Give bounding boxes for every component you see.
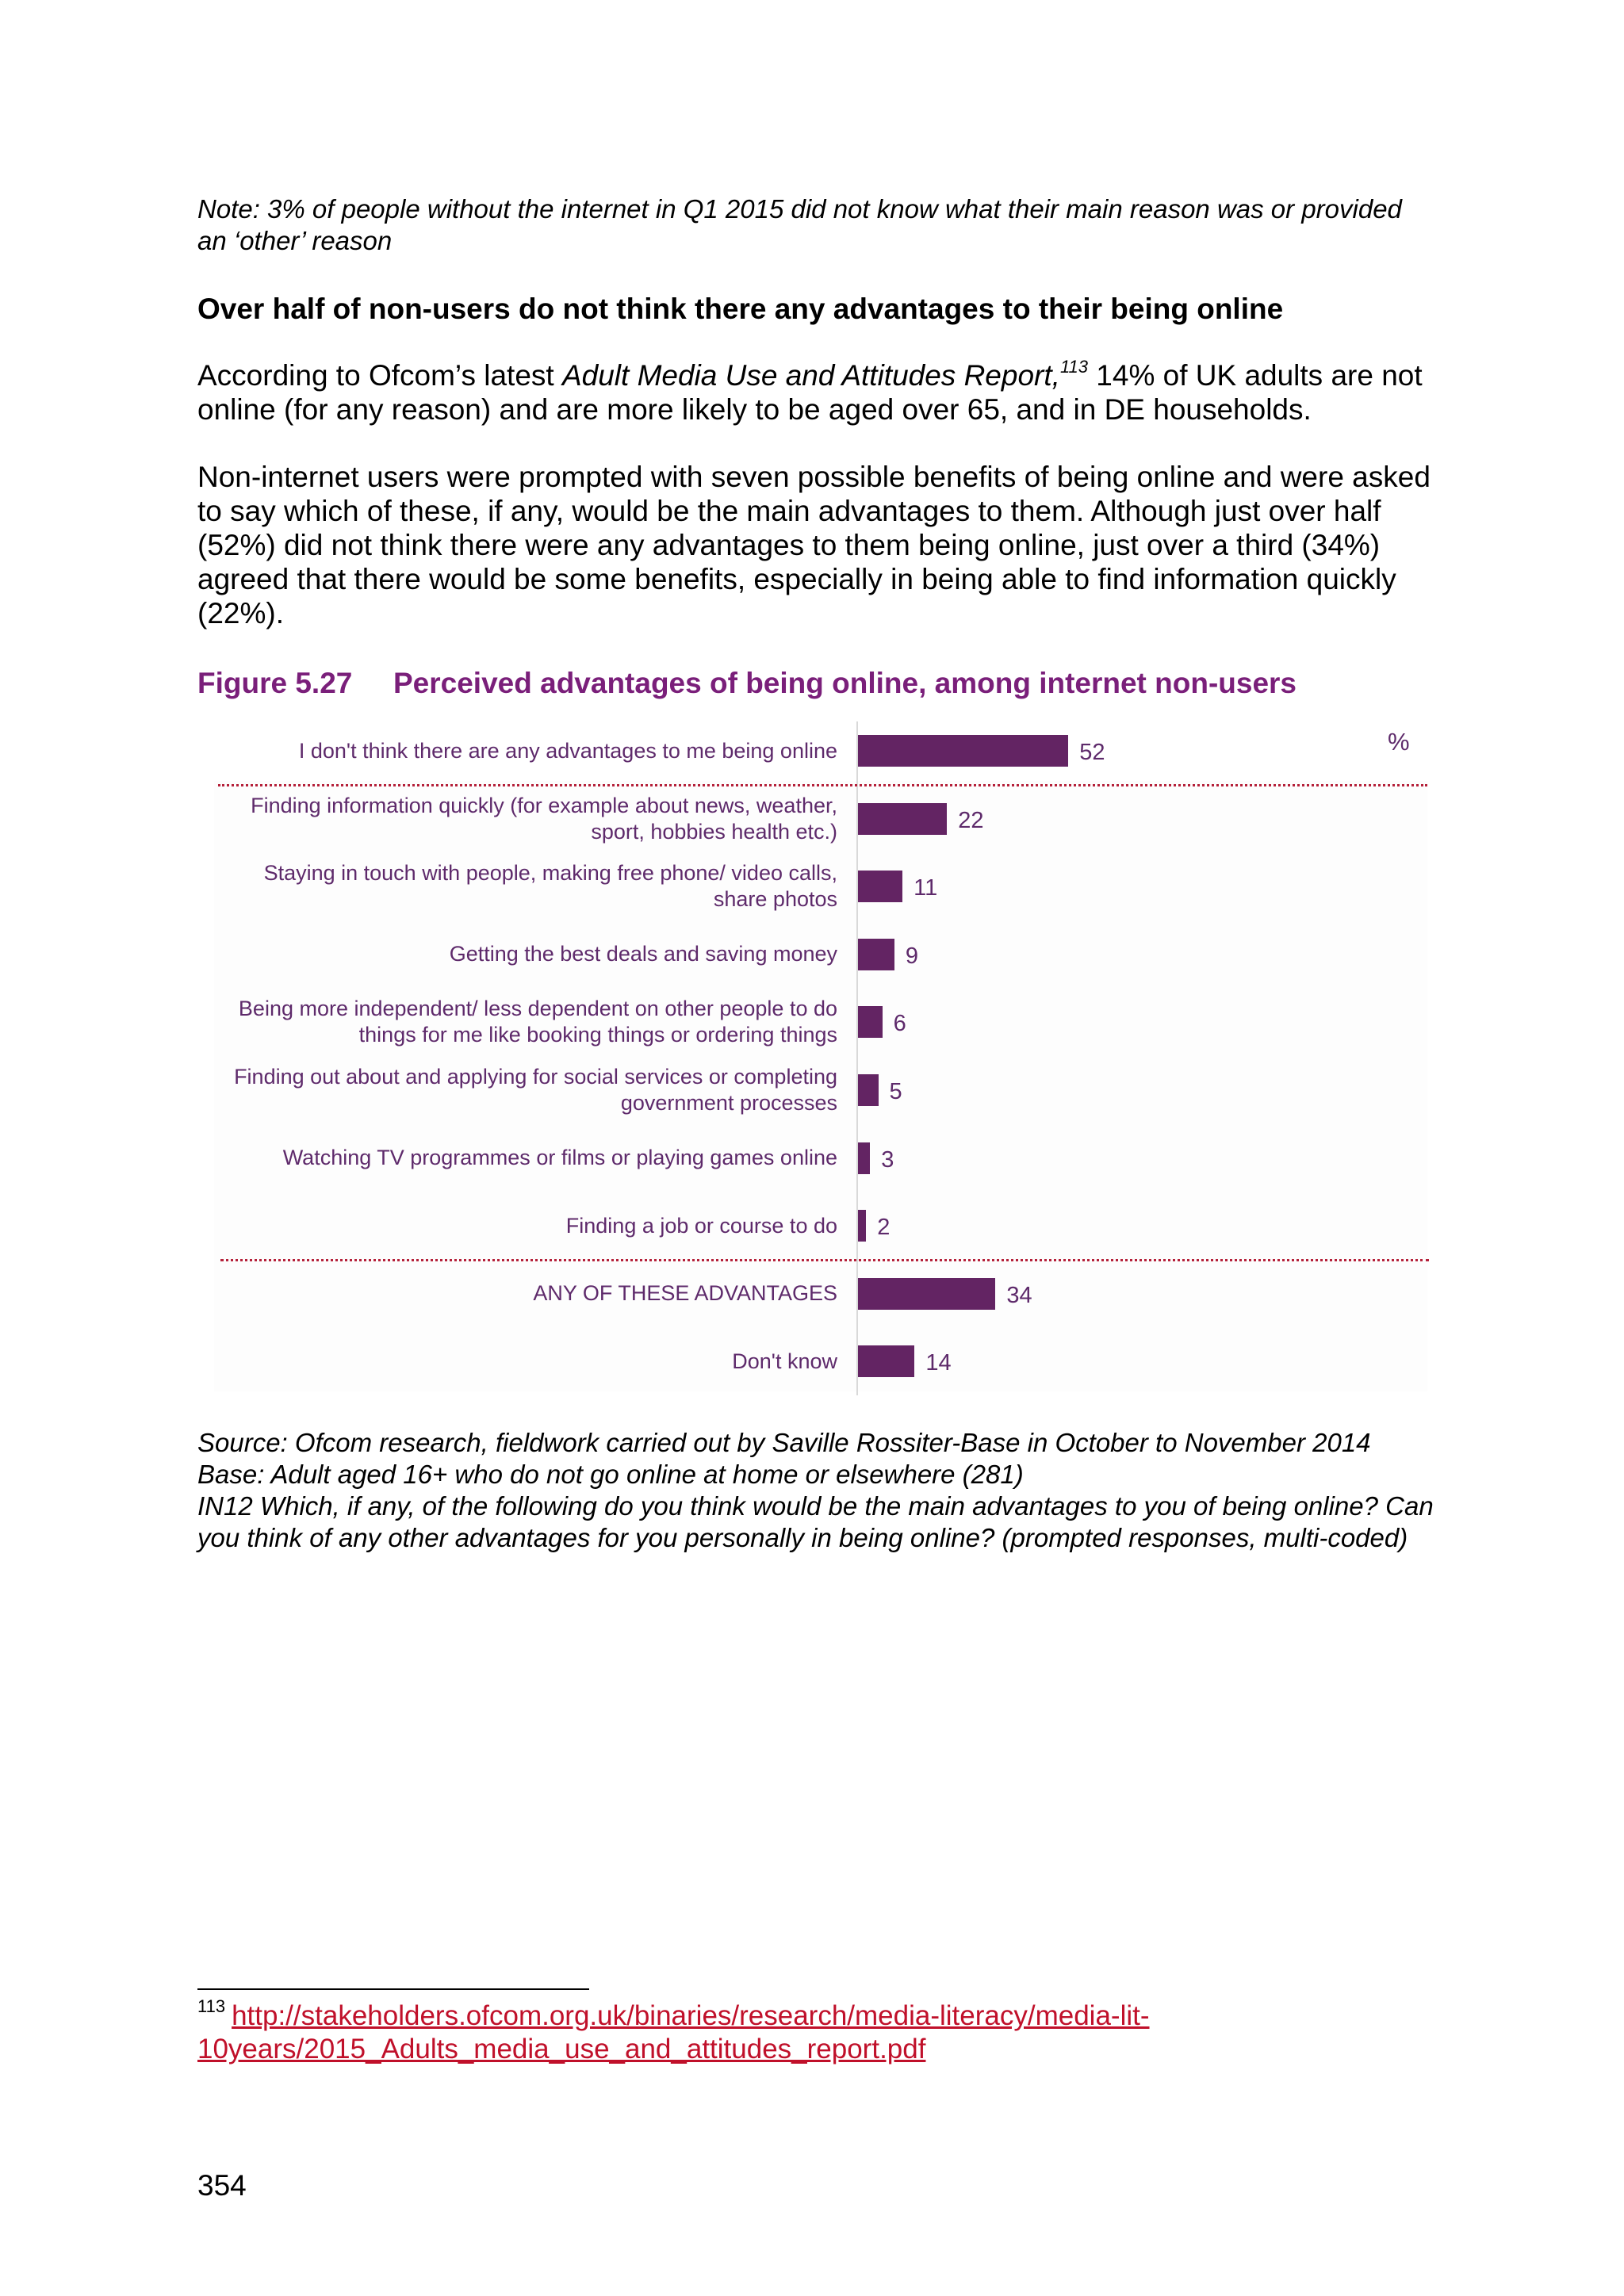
value-label: 9	[905, 943, 919, 969]
value-label: 2	[877, 1215, 891, 1241]
category-label: I don't think there are any advantages to me being online	[298, 738, 837, 763]
footnote-divider	[197, 1988, 589, 1990]
paragraph-1-after: 14% of UK adults are not online (for any reason) and are more likely to be aged over 65, and in DE households.	[197, 359, 1423, 426]
footnote	[197, 1996, 1466, 2066]
value-label: 34	[1006, 1282, 1032, 1308]
category-label: Don't know	[732, 1349, 837, 1373]
category-label: Finding information quickly (for example about news, weather, sport, hobbies health etc.)	[251, 793, 837, 844]
category-label: Being more independent/ less dependent on other people to do things for me like booking things or ordering things	[238, 997, 837, 1047]
footnote-link[interactable]: http://stakeholders.ofcom.org.uk/binaries/research/media-literacy/media-lit-10years/2015_Adults_media_use_and_attitudes_report.pdf	[197, 2000, 1150, 2064]
figure-number: Figure 5.27	[197, 667, 353, 699]
value-label: 6	[893, 1011, 906, 1037]
paragraph-1-before: According to Ofcom’s latest	[197, 359, 562, 392]
value-label: 3	[881, 1146, 894, 1173]
footnote-number: 113	[197, 1996, 226, 2016]
category-label: Finding out about and applying for social services or completing government processes	[234, 1065, 837, 1115]
category-label: Finding a job or course to do	[565, 1213, 837, 1238]
value-label: 52	[1079, 740, 1105, 765]
category-label: ANY OF THESE ADVANTAGES	[533, 1281, 837, 1306]
category-label: Staying in touch with people, making free phone/ video calls, share photos	[263, 861, 837, 912]
footnote-ref[interactable]: 113	[1059, 357, 1089, 377]
page-number: 354	[197, 2169, 247, 2202]
base-line: Base: Adult aged 16+ who do not go online at home or elsewhere (281)	[197, 1460, 1024, 1489]
figure-title	[197, 666, 1466, 701]
question-line: IN12 Which, if any, of the following do you think would be the main advantages to you of being online? Can you think of any other advantages for you personally in being online? (prompted responses, multi-coded)	[197, 1491, 1434, 1552]
bar	[858, 735, 1068, 767]
note-text: Note: 3% of people without the internet in Q1 2015 did not know what their main reason was or provided an ‘other’ reason	[197, 194, 1402, 255]
chart-background	[214, 781, 1427, 1391]
value-label: 11	[914, 875, 938, 901]
category-label: Watching TV programmes or films or playing games online	[282, 1146, 837, 1170]
source-notes	[197, 1427, 1482, 1554]
category-label: Getting the best deals and saving money	[449, 942, 837, 966]
chart-axis	[856, 721, 858, 1395]
paragraph-1	[197, 358, 1434, 427]
figure-caption: Perceived advantages of being online, among internet non-users	[393, 667, 1297, 699]
value-label: 22	[958, 807, 984, 833]
report-title: Adult Media Use and Attitudes Report,	[561, 359, 1060, 392]
chart-unit-label: %	[1388, 728, 1410, 756]
paragraph-2: Non-internet users were prompted with seven possible benefits of being online and were asked to say which of these, if any, would be the main advantages to them. Although just over half (52%) did not think there were any advantages to them being online, just over a third (34%) agreed that there would be some benefits, especially in being able to find information quickly (22%).	[197, 461, 1431, 629]
section-heading: Over half of non-users do not think there any advantages to their being online	[197, 293, 1284, 325]
value-label: 14	[925, 1350, 952, 1376]
source-line: Source: Ofcom research, fieldwork carried out by Saville Rossiter-Base in October to November 2014	[197, 1428, 1371, 1457]
value-label: 5	[889, 1079, 902, 1104]
